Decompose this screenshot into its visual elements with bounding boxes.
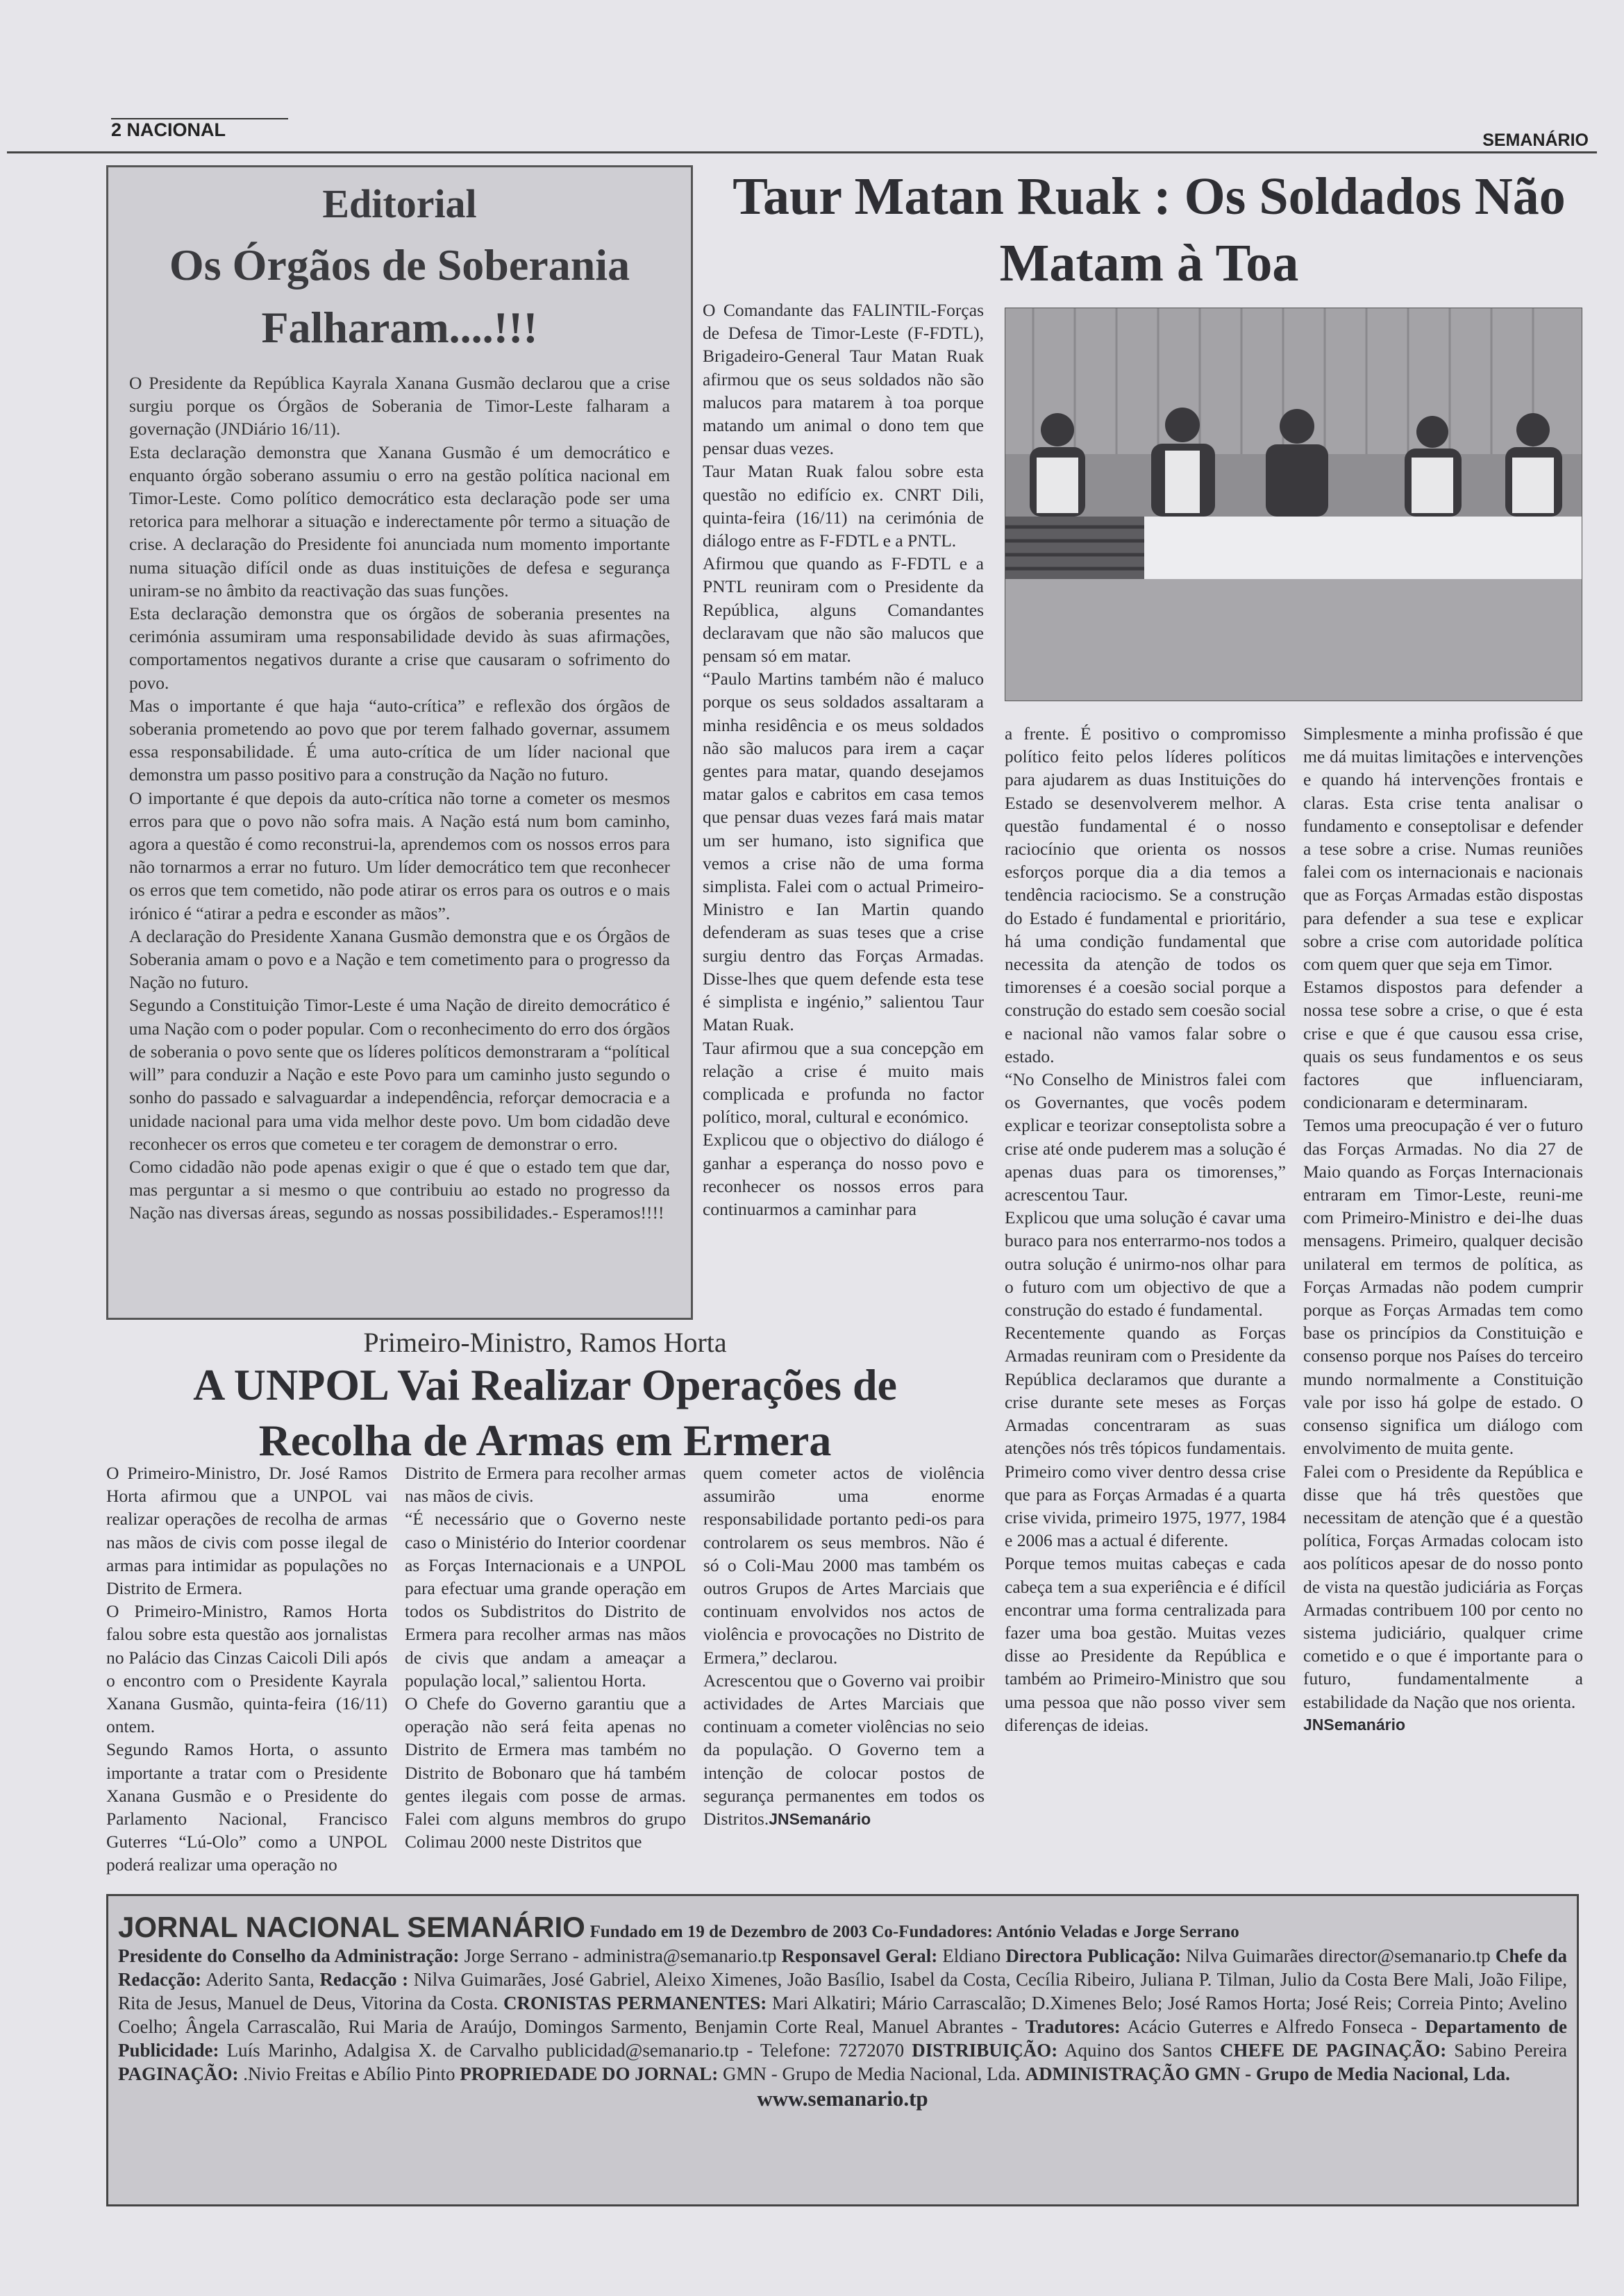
editorial-paragraph: Segundo a Constituição Timor-Leste é uma Nação de direito democrático é uma Nação com o poder popular. Com o reconhecimento do erro dos órgãos de soberania o povo sente que os líderes políticos demonstraram a “polítical will” para conduzir a Nação e este Povo para um caminho justo segundo o sonho do passado e salvaguardar a independência, reforçar democracia e a unidade nacional para uma vida melhor deste povo. Um bom cidadão deve reconhecer os erros que cometeu e ter coragem de demonstrar o erro. <box>129 995 670 1154</box>
meeting-photo <box>1005 308 1582 701</box>
credit-label: Chefe da Redacção: <box>118 1945 1568 1990</box>
editorial-body <box>129 371 670 1225</box>
credit-value: Aderito Santa, <box>206 1969 315 1990</box>
credit-value: Jorge Serrano - administra@semanario.tp <box>464 1945 777 1966</box>
unpol-paragraph: quem cometer actos de violência assumirão uma enorme responsabilidade portanto pedi-os para controlarem os seus membros. Não é só o Coli-Mau 2000 mas também os outros Grupos de Artes Marciais que continuam envolvidos nos actos de violência e provocações no Distrito de Ermera,” declarou. <box>703 1463 985 1668</box>
unpol-column-1 <box>106 1461 387 1885</box>
credit-value: Nilva Guimarães director@semanario.tp <box>1186 1945 1491 1966</box>
footer-founded: Fundado em 19 de Dezembro de 2003 Co-Fundadores: António Veladas e Jorge Serrano <box>589 1922 1239 1941</box>
credit-label: PROPRIEDADE DO JORNAL: <box>460 2063 719 2084</box>
taur-column-2 <box>1005 722 1286 1883</box>
unpol-paragraph: O Primeiro-Ministro, Ramos Horta falou sobre esta questão aos jornalistas no Palácio das Cinzas Caicoli Dili após o encontro com o Presidente Kayrala Xanana Gusmão, quinta-feira (16/11) ontem. <box>106 1601 387 1737</box>
editorial-paragraph: O importante é que depois da auto-crítica não torne a cometer os mesmos erros para que o povo não sofra mais. A Nação está num bom caminho, agora a questão é como reconstrui-la, aprendemos com os nossos erros para não tornarmos a errar no futuro. Um líder democrático tem que reconhecer os erros que tem cometido, não pode atirar os erros para os outros e o mais irónico é “atirar a pedra e esconder as mãos”. <box>129 787 670 923</box>
unpol-paragraph-text: Acrescentou que o Governo vai proibir actividades de Artes Marciais que continuam a cometer violências no seio da população. O Governo tem a intenção de colocar postos de segurança permanentes em todos os Distritos. <box>703 1670 985 1829</box>
credit-value: Eldiano <box>942 1945 1001 1966</box>
taur-column-1 <box>703 299 984 1309</box>
credit-label: CHEFE DE PAGINAÇÃO: <box>1219 2040 1447 2061</box>
unpol-paragraph: O Primeiro-Ministro, Dr. José Ramos Horta afirmou que a UNPOL vai realizar operações de recolha de armas nas mãos de civis com posse ilegal de armas para intimidar as populações no Distrito de Ermera. <box>106 1463 387 1599</box>
editorial-paragraph: Mas o importante é que haja “auto-crítica” e reflexão dos órgãos de soberania prometendo ao povo que por terem falhado governar, assumem essa responsabilidade. É uma auto-crítica de um líder nacional que demonstra um passo positivo para a construção da Nação no futuro. <box>129 695 670 785</box>
taur-paragraph: “No Conselho de Ministros falei com os Governantes, que vocês podem explicar e teorizar conseptolista sobre a crise até onde puderem mas a solução é apenas duas para os timorenses,” acrescentou Taur. <box>1005 1069 1286 1205</box>
credit-label: ADMINISTRAÇÃO GMN - Grupo de Media Nacional, Lda. <box>1025 2063 1510 2084</box>
editorial-box <box>106 165 693 1320</box>
editorial-kicker: Editorial <box>322 181 477 226</box>
header-rule <box>7 151 1597 153</box>
unpol-paragraph <box>703 1669 985 1831</box>
unpol-column-2 <box>405 1461 686 1885</box>
taur-paragraph: Explicou que o objectivo do diálogo é ganhar a esperança do nosso povo e reconhecer os nossos erros para continuarmos a caminhar para <box>703 1130 984 1219</box>
credit-value: Sabino Pereira <box>1454 2040 1568 2061</box>
editorial-paragraph: Como cidadão não pode apenas exigir o que é que o estado tem que dar, mas perguntar a si mesmo o que contribuiu ao estado no progresso da Nação nas diversas áreas, segundo as nossas possibilidades.- Esperamos!!!! <box>129 1156 670 1223</box>
unpol-kicker: Primeiro-Ministro, Ramos Horta <box>363 1327 727 1358</box>
editorial-title: Os Órgãos de Soberania Falharam....!!! <box>169 240 630 352</box>
credit-value: Aquino dos Santos <box>1064 2040 1212 2061</box>
footer-website: www.semanario.tp <box>757 2086 928 2111</box>
credit-label: Presidente do Conselho da Administração: <box>118 1945 460 1966</box>
footer-credits-box <box>106 1894 1579 2206</box>
taur-paragraph: Falei com o Presidente da República e disse que há três questões que necessitam de atenção que é a questão política, Forças Armadas colocam isto aos políticos apesar de do nosso ponto de vista na questão judiciária as Forças Armadas contribuem 100 por cento no sistema judiciário, qualquer crime cometido e o que é importante para o futuro, fundamentalmente a estabilidade da Nação que nos orienta. <box>1303 1461 1583 1712</box>
taur-paragraph: a frente. É positivo o compromisso político feito pelos líderes políticos para ajudarem as duas Instituições do Estado se desenvolverem melhor. A questão fundamental é o nosso raciocínio que orienta os nossos esforços porque dia a dia temos a tendência raciocismo. Se a construção do Estado é fundamental e prioritário, há uma condição fundamental que necessita da atenção de todos os timorenses é a coesão social porque a construção do estado sem coesão social e nacional não vamos falar sobre o estado. <box>1005 723 1286 1066</box>
unpol-column-3 <box>703 1461 985 1885</box>
editorial-paragraph: Esta declaração demonstra que Xanana Gusmão é um democrático e enquanto órgão soberano assumiu o erro na gestão política nacional em Timor-Leste. Como político democrático esta declaração pode ser uma retorica para melhorar a situação e inderectamente pôr termo a situação de crise. A declaração do Presidente foi anunciada num momento importante numa situação difícil onde as duas instituições de defesa e segurança uniram-se no âmbito da reactivação das suas funções. <box>129 442 670 601</box>
credit-label: Tradutores: <box>1025 2016 1121 2037</box>
unpol-paragraph: Distrito de Ermera para recolher armas nas mãos de civis. <box>405 1463 686 1507</box>
taur-paragraph: Porque temos muitas cabeças e cada cabeça tem a sua experiência e é difícil encontrar uma forma centralizada para fazer uma boa gestão. Muitas vezes disse ao Presidente da República e também ao Primeiro-Ministro que sou uma pessoa que não posso viver sem diferenças de ideias. <box>1005 1553 1286 1735</box>
credit-value: Nilva Guimarães, José Gabriel, Aleixo Ximenes, João Basílio, Isabel da Costa, Cecília Ribeiro, Juliana P. Tilman, Julio da Costa Bere Mali, João Filipe, Rita de Jesus, Manuel de Deus, Vitorina da Costa. <box>118 1969 1567 2013</box>
unpol-signature: JNSemanário <box>769 1810 871 1829</box>
credit-label: Responsavel Geral: <box>781 1945 938 1966</box>
credit-label: Redacção : <box>319 1969 409 1990</box>
taur-paragraph: Afirmou que quando as F-FDTL e a PNTL reuniram com o Presidente da República, alguns Comandantes declaravam que não são malucos que pensam só em matar. <box>703 553 984 667</box>
unpol-paragraph: “É necessário que o Governo neste caso o Ministério do Interior coordenar as Forças Internacionais e a UNPOL para efectuar uma grande operação em todos os Subdistritos do Distrito de Ermera para recolher armas nas mãos de civis que andam a ameaçar a população local,” salientou Horta. <box>405 1509 686 1691</box>
page-section: 2 NACIONAL <box>111 119 226 140</box>
credit-value: GMN - Grupo de Media Nacional, Lda. <box>723 2063 1021 2084</box>
taur-column-3 <box>1303 722 1583 1883</box>
taur-signature: JNSemanário <box>1303 1715 1406 1734</box>
taur-paragraph: Recentemente quando as Forças Armadas reuniram com o Presidente da República declaramos que durante a crise durante sete meses as Forças Armadas concentraram as suas atenções nós três tópicos fundamentais. Primeiro como viver dentro dessa crise que para as Forças Armadas é a quarta crise vivida, primeiro 1975, 1977, 1984 e 2006 mas a actual é diferente. <box>1005 1323 1286 1551</box>
credit-value: .Nivio Freitas e Abílio Pinto <box>243 2063 455 2084</box>
taur-paragraph: Simplesmente a minha profissão é que me dá muitas limitações e intervenções e quando há intervenções frontais e claras. Esta crise tenta analisar o fundamento e conseptolisar e defender a tese sobre a crise. Numas reuniões falei com os internacionais e nacionais que as Forças Armadas estão dispostas para defender a sua tese e explicar sobre a crise com autoridade política com quem quer que seja em Timor. <box>1303 723 1583 975</box>
unpol-paragraph: Segundo Ramos Horta, o assunto importante a tratar com o Presidente Xanana Gusmão e o Presidente do Parlamento Nacional, Francisco Guterres “Lú-Olo” como a UNPOL poderá realizar uma operação no <box>106 1739 387 1875</box>
unpol-headline: A UNPOL Vai Realizar Operações de Recolha de Armas em Ermera <box>193 1360 897 1465</box>
unpol-paragraph: O Chefe do Governo garantiu que a operação não será feita apenas no Distrito de Ermera mas também no Distrito de Bobonaro que há também gentes ilegais com posse de armas. Falei com alguns membros do grupo Colimau 2000 neste Distritos que <box>405 1693 686 1852</box>
credit-label: Departamento de Publicidade: <box>118 2016 1568 2061</box>
taur-paragraph: Estamos dispostos para defender a nossa tese sobre a crise, o que é esta crise e que é que causou essa crise, quais os seus fundamentos e os seus factores que influenciaram, condicionaram e determinaram. <box>1303 977 1583 1113</box>
taur-headline: Taur Matan Ruak : Os Soldados Não Matam à Toa <box>733 167 1566 292</box>
editorial-paragraph: Esta declaração demonstra que os órgãos de soberania presentes na cerimónia assumiram uma responsabilidade devido às suas afirmações, comportamentos negativos durante a crise que causaram o sofrimento do povo. <box>129 603 670 693</box>
taur-paragraph: O Comandante das FALINTIL-Forças de Defesa de Timor-Leste (F-FDTL), Brigadeiro-General Taur Matan Ruak afirmou que os seus soldados não são malucos para matarem à toa porque matando um animal o dono tem que pensar duas vezes. <box>703 300 984 459</box>
credit-value: Acácio Guterres e Alfredo Fonseca - <box>1127 2016 1418 2037</box>
masthead: SEMANÁRIO <box>1482 131 1589 150</box>
credit-label: Directora Publicação: <box>1005 1945 1181 1966</box>
credit-label: PAGINAÇÃO: <box>118 2063 239 2084</box>
taur-paragraph: “Paulo Martins também não é maluco porque os seus soldados assaltaram a minha residência e os meus soldados não são malucos para irem a caçar gentes para matar, quando desejamos matar galos e cabritos em casa temos que pensar duas vezes fará mais matar um ser humano, isto significa que vemos a crise não de uma forma simplista. Falei com o actual Primeiro-Ministro e Ian Martin quando defenderam as suas teses que a crise surgiu dentro das Forças Armadas. Disse-lhes que quem defende esta tese é simplista e ingénio,” salientou Taur Matan Ruak. <box>703 669 984 1035</box>
taur-paragraph: Taur afirmou que a sua concepção em relação a crise é muito mais complicada e profunda no factor político, moral, cultural e económico. <box>703 1037 984 1128</box>
credit-label: DISTRIBUIÇÃO: <box>912 2040 1058 2061</box>
footer-brand: JORNAL NACIONAL SEMANÁRIO <box>118 1911 585 1943</box>
taur-paragraph: Temos uma preocupação é ver o futuro das Forças Armadas. No dia 27 de Maio quando as Forças Internacionais entraram em Timor-Leste, reuni-me com Primeiro-Ministro e dei-lhe duas mensagens. Primeiro, qualquer decisão unilateral em termos de política, as Forças Armadas não podem cumprir porque as Forças Armadas tem como base os princípios da Constituição e consenso porque nos Países do terceiro mundo normalmente a Constituição vale por isso há golpe de estado. O consenso significa um diálogo com envolvimento de muita gente. <box>1303 1115 1583 1459</box>
credit-value: Mari Alkatiri; Mário Carrascalão; D.Ximenes Belo; José Ramos Horta; José Reis; Correia Pinto; Avelino Coelho; Ângela Carrascalão, Rui Maria de Araújo, Domingos Sarmento, Benjamin Corte Real, Manuel Abrantes - <box>118 1993 1568 2037</box>
editorial-paragraph: A declaração do Presidente Xanana Gusmão demonstra que e os Órgãos de Soberania amam o povo e a Nação e tem cometimento para o progresso da Nação no futuro. <box>129 925 670 993</box>
meeting-photo-image <box>1005 308 1582 701</box>
credit-label: CRONISTAS PERMANENTES: <box>503 1993 767 2013</box>
editorial-paragraph: O Presidente da República Kayrala Xanana Gusmão declarou que a crise surgiu porque os Órgãos de Soberania de Timor-Leste falharam a governação (JNDiário 16/11). <box>129 373 670 439</box>
taur-paragraph: Taur Matan Ruak falou sobre esta questão no edifício ex. CNRT Dili, quinta-feira (16/11) na cerimónia de diálogo entre as F-FDTL e a PNTL. <box>703 461 984 551</box>
taur-paragraph: Explicou que uma solução é cavar uma buraco para nos enterrarmo-nos todos a outra solução é unirmo-nos olhar para o futuro com um objectivo de que a construção do estado é fundamental. <box>1005 1207 1286 1321</box>
credit-value: Luís Marinho, Adalgisa X. de Carvalho publicidad@semanario.tp - Telefone: 7272070 <box>226 2040 905 2061</box>
